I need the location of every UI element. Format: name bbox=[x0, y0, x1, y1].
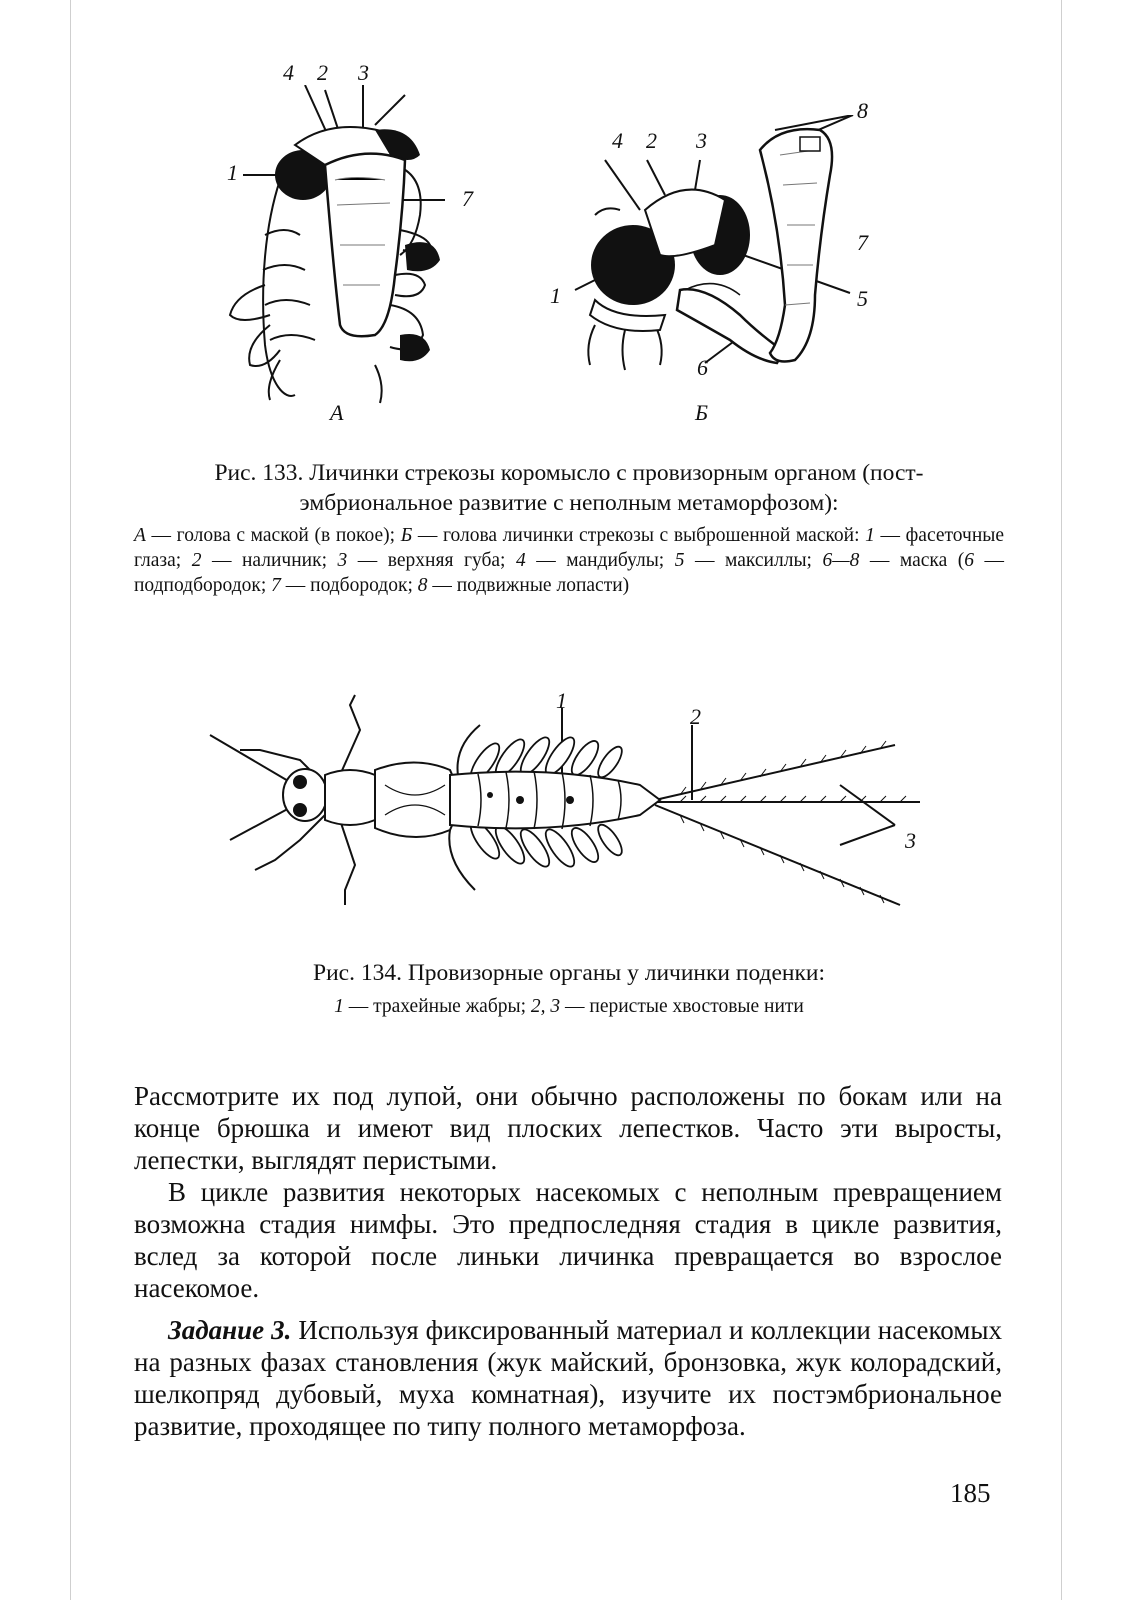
paragraph-1: Рассмотрите их под лупой, они обычно расположены по бокам или на конце брюшка и имеют вид плоских лепестков. Часто эти выросты, лепестки, выглядят перистыми. bbox=[134, 1081, 1002, 1175]
caption-segment: — максиллы; bbox=[684, 550, 823, 571]
figure-133-a-drawing bbox=[225, 85, 445, 405]
fig133-title-line1: Рис. 133. Личинки стрекозы коромысло с провизорным органом (пост- bbox=[214, 460, 924, 486]
caption-segment: Б bbox=[400, 525, 413, 546]
task-text: Используя фиксированный материал и коллекции насекомых на разных фазах становления (жук майский, бронзовка, жук колорадский, шелкопряд дубовый, муха комнатная), изучите их постэмбриональное развитие, проходящее по типу полного метаморфоза. bbox=[134, 1315, 1003, 1441]
fig133a-label-7: 7 bbox=[462, 186, 473, 211]
fig133-caption-note bbox=[134, 523, 1004, 598]
caption-segment: 1 bbox=[334, 996, 344, 1017]
fig133b-label-4: 4 bbox=[612, 128, 623, 153]
caption-segment: — наличник; bbox=[201, 550, 338, 571]
fig133a-label-1: 1 bbox=[227, 160, 238, 185]
fig134-label-1: 1 bbox=[556, 688, 567, 713]
figure-134-drawing bbox=[200, 690, 920, 920]
caption-segment: — голова личинки стрекозы с выброшенной маской: bbox=[412, 525, 866, 546]
fig134-label-3: 3 bbox=[905, 828, 916, 853]
fig134-caption-note bbox=[134, 994, 1004, 1019]
caption-segment: — мандибулы; bbox=[525, 550, 675, 571]
caption-segment: А bbox=[134, 525, 146, 546]
caption-segment: 5 bbox=[674, 550, 685, 571]
body-text bbox=[134, 1080, 1002, 1442]
caption-segment: — голова с маской (в покое); bbox=[145, 525, 401, 546]
caption-segment: 8 bbox=[417, 575, 428, 596]
task-label: Задание 3. bbox=[168, 1315, 292, 1345]
caption-segment: — подбородок; bbox=[280, 575, 418, 596]
fig133a-label-2: 2 bbox=[317, 60, 328, 85]
fig133b-label-5: 5 bbox=[857, 286, 868, 311]
caption-segment: — подвижные лопасти) bbox=[427, 575, 630, 596]
caption-segment: 2 bbox=[191, 550, 202, 571]
fig133b-label-2: 2 bbox=[646, 128, 657, 153]
fig133b-label-7: 7 bbox=[857, 230, 868, 255]
caption-segment: 6—8 bbox=[822, 550, 860, 571]
caption-segment: — трахейные жабры; bbox=[343, 996, 531, 1017]
caption-segment: — перистые хвостовые нити bbox=[560, 996, 804, 1017]
fig134-label-2: 2 bbox=[690, 704, 701, 729]
fig133b-label-8: 8 bbox=[857, 98, 868, 123]
caption-segment: — верхняя губа; bbox=[347, 550, 516, 571]
caption-segment: 1 bbox=[865, 525, 875, 546]
figure-133-b-drawing bbox=[565, 115, 865, 375]
fig133b-letter: Б bbox=[695, 400, 708, 425]
paragraph-3 bbox=[134, 1314, 1002, 1442]
caption-segment: 7 bbox=[271, 575, 281, 596]
caption-segment: 3 bbox=[337, 550, 348, 571]
caption-segment: — фасеточные глаза; bbox=[134, 525, 1005, 571]
fig133-title-line2: эмбриональное развитие с неполным метаморфозом): bbox=[299, 490, 839, 516]
caption-segment: 2, 3 bbox=[530, 996, 561, 1017]
caption-segment: 4 bbox=[515, 550, 526, 571]
fig133b-label-1: 1 bbox=[550, 283, 561, 308]
fig133a-label-4: 4 bbox=[283, 60, 294, 85]
fig133b-label-3: 3 bbox=[696, 128, 707, 153]
caption-segment: — маска ( bbox=[859, 550, 965, 571]
paragraph-2: В цикле развития некоторых насекомых с неполным превращением возможна стадия нимфы. Это предпоследняя стадия в цикле развития, вслед за которой после линьки личинка превращается во взрослое насекомое. bbox=[134, 1177, 1002, 1303]
caption-segment: 6 bbox=[964, 550, 974, 571]
fig133b-label-6: 6 bbox=[697, 355, 708, 380]
fig133a-letter: А bbox=[330, 400, 344, 425]
fig134-title: Рис. 134. Провизорные органы у личинки поденки: bbox=[313, 960, 825, 986]
page-number: 185 bbox=[950, 1478, 991, 1508]
caption-segment: — подподбородок; bbox=[134, 550, 1005, 596]
fig133a-label-3: 3 bbox=[358, 60, 369, 85]
